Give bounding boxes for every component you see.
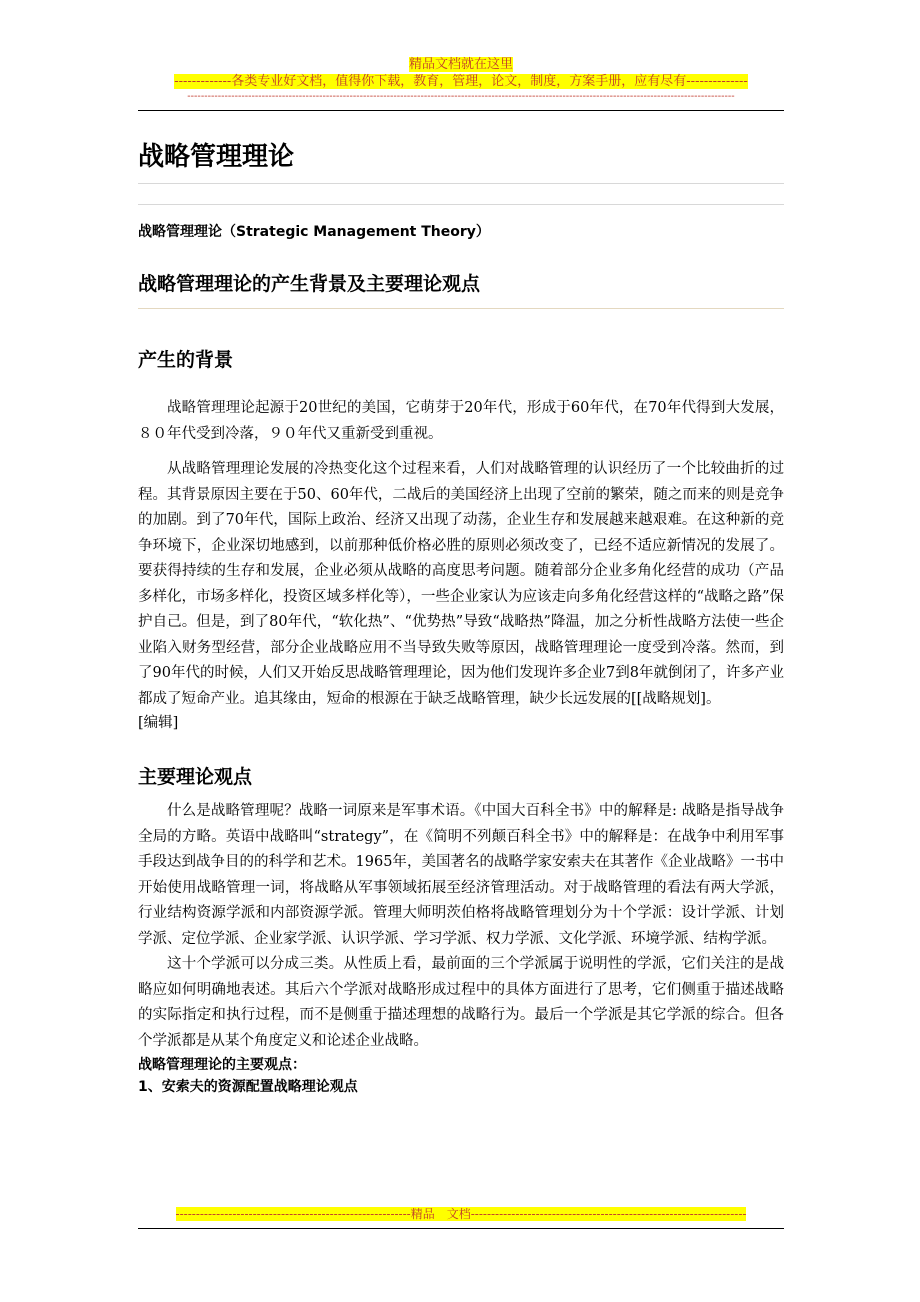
footer-rule	[138, 1228, 784, 1229]
header-banner-title: 精品文档就在这里	[408, 57, 513, 72]
background-paragraph-2: 从战略管理理论发展的冷热变化这个过程来看，人们对战略管理的认识经历了一个比较曲折的过程。其背景原因主要在于50、60年代，二战后的美国经济上出现了空前的繁荣，随之而来的则是竞争的加剧。到了70年代，国际上政治、经济又出现了动荡，企业生存和发展越来越艰难。在这种新的竞争环境下，企业深切地感到，以前那种低价格必胜的原则必须改变了，已经不适应新情况的发展了。要获得持续的生存和发展，企业必须从战略的高度思考问题。随着部分企业多角化经营的成功（产品多样化，市场多样化，投资区域多样化等），一些企业家认为应该走向多角化经营这样的“战略之路”保护自己。但是，到了80年代，“软化热”、“优势热”导致“战略热”降温，加之分析性战略方法使一些企业陷入财务型经营，部分企业战略应用不当导致失败等原因，战略管理理论一度受到冷落。然而，到了90年代的时候，人们又开始反思战略管理理论，因为他们发现许多企业7到8年就倒闭了，许多产业都成了短命产业。追其缘由，短命的根源在于缺乏战略管理，缺少长远发展的[[战略规划]。	[138, 461, 784, 707]
header-rule	[138, 110, 784, 111]
background-paragraph-1: 战略管理理论起源于20世纪的美国，它萌芽于20年代，形成于60年代，在70年代得到大发展，８０年代受到冷落，９０年代又重新受到重视。	[138, 400, 784, 442]
main-views-label: 战略管理理论的主要观点：	[138, 1057, 306, 1073]
section-heading: 战略管理理论的产生背景及主要理论观点	[138, 269, 784, 309]
page-header	[138, 56, 784, 103]
page-footer	[138, 1206, 784, 1222]
views-paragraph-1: 什么是战略管理呢？战略一词原来是军事术语。《中国大百科全书》中的解释是: 战略是指导战争全局的方略。英语中战略叫“strategy”，在《简明不列颠百科全书》中的解释是：在战争中利用军事手段达到战争目的的科学和艺术。1965年，美国著名的战略学家安索夫在其著作《企业战略》一书中开始使用战略管理一词，将战略从军事领域拓展至经济管理活动。对于战略管理的看法有两大学派，行业结构资源学派和内部资源学派。管理大师明茨伯格将战略管理划分为十个学派：设计学派、计划学派、定位学派、企业家学派、认识学派、学习学派、权力学派、文化学派、环境学派、结构学派。	[138, 803, 784, 947]
header-dash-line: ------------------------------------------------------------------------------------------------------------------------------------------------------------------	[187, 91, 735, 102]
page-title: 战略管理理论	[138, 130, 784, 184]
document-body	[138, 130, 784, 1098]
edit-link[interactable]: [编辑]	[138, 715, 179, 731]
title-separator	[138, 204, 784, 205]
views-paragraph-2: 这十个学派可以分成三类。从性质上看，最前面的三个学派属于说明性的学派，它们关注的是战略应如何明确地表述。其后六个学派对战略形成过程中的具体方面进行了思考，它们侧重于描述战略的实际指定和执行过程，而不是侧重于描述理想的战略行为。最后一个学派是其它学派的综合。但各个学派都是从某个角度定义和论述企业战略。	[138, 956, 784, 1049]
background-heading: 产生的背景	[138, 349, 234, 371]
ansoff-views-label: 1、安索夫的资源配置战略理论观点	[138, 1079, 358, 1095]
article-subtitle: 战略管理理论（Strategic Management Theory）	[138, 224, 490, 240]
footer-banner: ----------------------------------------------------------精品 文档--------------------------------------------------------------------	[175, 1207, 747, 1221]
header-banner-slogan: -------------各类专业好文档，值得你下载，教育，管理，论文，制度，方案手册，应有尽有--------------	[174, 74, 748, 89]
views-heading: 主要理论观点	[138, 766, 253, 788]
